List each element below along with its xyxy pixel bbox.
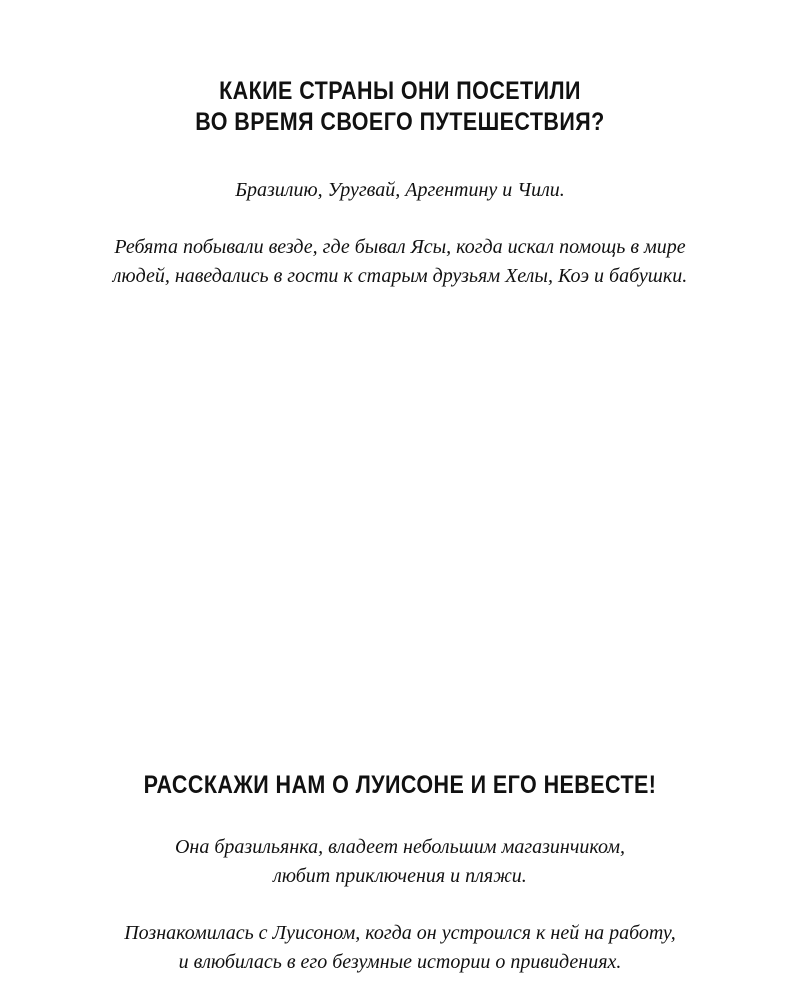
- section-2-heading: [0, 770, 800, 801]
- paragraph-line: Ребята побывали везде, где бывал Ясы, когда искал помощь в мире: [114, 236, 686, 258]
- paragraph-line: и влюбилась в его безумные истории о привидениях.: [178, 951, 622, 973]
- heading-line: КАКИЕ СТРАНЫ ОНИ ПОСЕТИЛИ: [219, 77, 581, 105]
- heading-line: ВО ВРЕМЯ СВОЕГО ПУТЕШЕСТВИЯ?: [195, 108, 605, 136]
- section-1-heading: [0, 76, 800, 138]
- question-heading-2: [56, 770, 744, 801]
- section-1-answer-1: [0, 176, 800, 205]
- section-2-answer-2: [0, 919, 800, 977]
- paragraph-line: Она бразильянка, владеет небольшим магазинчиком,: [174, 836, 625, 858]
- heading-line: РАССКАЖИ НАМ О ЛУИСОНЕ И ЕГО НЕВЕСТЕ!: [143, 771, 657, 799]
- answer-paragraph: [0, 833, 800, 891]
- paragraph-line: людей, наведались в гости к старым друзьям Хелы, Коэ и бабушки.: [112, 265, 688, 287]
- section-2-answer-1: [0, 833, 800, 891]
- answer-paragraph: [0, 233, 800, 291]
- section-1-answer-2: [0, 233, 800, 291]
- answer-paragraph: [0, 919, 800, 977]
- paragraph-line: любит приключения и пляжи.: [273, 865, 527, 887]
- question-heading-1: [56, 76, 744, 138]
- paragraph-line: Бразилию, Уругвай, Аргентину и Чили.: [235, 179, 565, 201]
- answer-paragraph: [0, 176, 800, 205]
- paragraph-line: Познакомилась с Луисоном, когда он устроился к ней на работу,: [124, 922, 676, 944]
